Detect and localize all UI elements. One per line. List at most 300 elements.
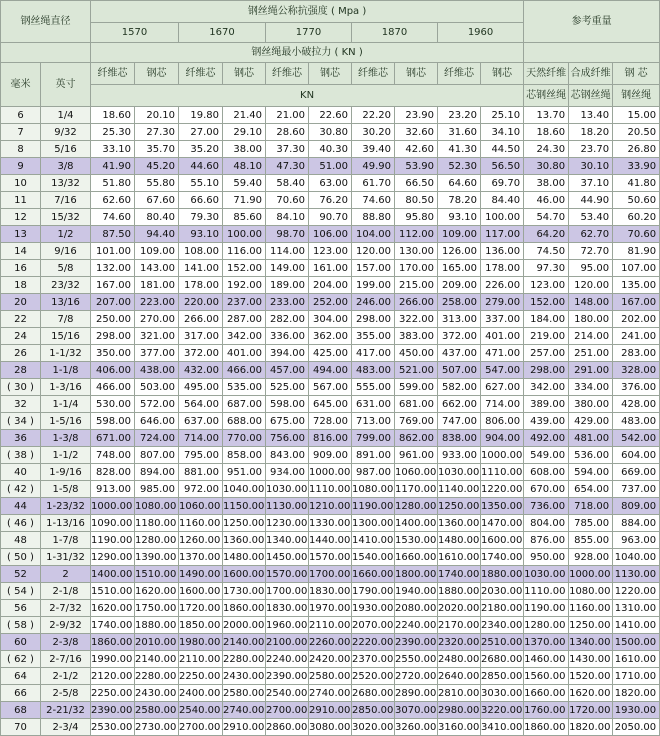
value-cell: 2740.00 — [223, 702, 266, 719]
value-cell: 100.00 — [481, 209, 524, 226]
value-cell: 34.10 — [481, 124, 524, 141]
value-cell: 564.00 — [179, 396, 223, 413]
value-cell: 1230.00 — [266, 515, 309, 532]
value-cell: 313.00 — [438, 311, 481, 328]
value-cell: 549.00 — [524, 447, 569, 464]
diameter-mm-cell: 60 — [1, 634, 41, 651]
synthetic-fiber-weight-header-b: 芯钢丝绳 — [569, 85, 613, 107]
value-cell: 1700.00 — [266, 583, 309, 600]
table-row — [1, 447, 660, 464]
value-cell: 1660.00 — [352, 566, 395, 583]
grade-1960: 1960 — [438, 23, 524, 43]
diameter-inch-cell: 2-7/16 — [41, 651, 91, 668]
value-cell: 2680.00 — [352, 685, 395, 702]
diameter-mm-cell: ( 58 ) — [1, 617, 41, 634]
value-cell: 107.00 — [613, 260, 660, 277]
diameter-inch-cell: 13/16 — [41, 294, 91, 311]
value-cell: 807.00 — [135, 447, 179, 464]
value-cell: 46.00 — [524, 192, 569, 209]
diameter-mm-cell: 11 — [1, 192, 41, 209]
diameter-mm-cell: 68 — [1, 702, 41, 719]
value-cell: 2530.00 — [91, 719, 135, 736]
value-cell: 662.00 — [438, 396, 481, 413]
value-cell: 492.00 — [524, 430, 569, 447]
value-cell: 80.40 — [135, 209, 179, 226]
value-cell: 362.00 — [309, 328, 352, 345]
fiber-core-header: 纤维芯 — [266, 63, 309, 85]
value-cell: 466.00 — [223, 362, 266, 379]
value-cell: 1570.00 — [266, 566, 309, 583]
value-cell: 282.00 — [266, 311, 309, 328]
value-cell: 2700.00 — [179, 719, 223, 736]
mm-header: 毫米 — [1, 63, 41, 107]
value-cell: 503.00 — [135, 379, 179, 396]
value-cell: 713.00 — [352, 413, 395, 430]
value-cell: 2140.00 — [135, 651, 179, 668]
value-cell: 535.00 — [223, 379, 266, 396]
value-cell: 1370.00 — [524, 634, 569, 651]
diameter-mm-cell: 9 — [1, 158, 41, 175]
value-cell: 279.00 — [481, 294, 524, 311]
diameter-mm-cell: 64 — [1, 668, 41, 685]
diameter-inch-cell: 1-9/16 — [41, 464, 91, 481]
value-cell: 547.00 — [481, 362, 524, 379]
value-cell: 21.40 — [223, 107, 266, 124]
diameter-mm-cell: ( 42 ) — [1, 481, 41, 498]
diameter-mm-cell: 18 — [1, 277, 41, 294]
grade-1870: 1870 — [352, 23, 438, 43]
value-cell: 26.80 — [613, 141, 660, 158]
diameter-mm-cell: ( 54 ) — [1, 583, 41, 600]
table-row — [1, 549, 660, 566]
value-cell: 1720.00 — [569, 702, 613, 719]
value-cell: 2010.00 — [135, 634, 179, 651]
value-cell: 135.00 — [613, 277, 660, 294]
diameter-mm-cell: ( 62 ) — [1, 651, 41, 668]
value-cell: 63.00 — [309, 175, 352, 192]
value-cell: 181.00 — [135, 277, 179, 294]
steel-core-header: 钢芯 — [309, 63, 352, 85]
value-cell: 1800.00 — [395, 566, 438, 583]
value-cell: 1360.00 — [438, 515, 481, 532]
value-cell: 799.00 — [352, 430, 395, 447]
fiber-core-header: 纤维芯 — [91, 63, 135, 85]
value-cell: 904.00 — [481, 430, 524, 447]
value-cell: 132.00 — [91, 260, 135, 277]
value-cell: 1860.00 — [524, 719, 569, 736]
value-cell: 157.00 — [352, 260, 395, 277]
value-cell: 2580.00 — [135, 702, 179, 719]
diameter-mm-cell: 40 — [1, 464, 41, 481]
table-row — [1, 345, 660, 362]
value-cell: 645.00 — [309, 396, 352, 413]
table-row — [1, 702, 660, 719]
value-cell: 389.00 — [524, 396, 569, 413]
table-row — [1, 328, 660, 345]
value-cell: 1330.00 — [309, 515, 352, 532]
value-cell: 380.00 — [569, 396, 613, 413]
diameter-mm-cell: 20 — [1, 294, 41, 311]
table-row — [1, 634, 660, 651]
value-cell: 192.00 — [223, 277, 266, 294]
value-cell: 204.00 — [309, 277, 352, 294]
value-cell: 933.00 — [438, 447, 481, 464]
value-cell: 1830.00 — [266, 600, 309, 617]
value-cell: 428.00 — [613, 396, 660, 413]
diameter-inch-cell: 1-7/8 — [41, 532, 91, 549]
value-cell: 184.00 — [524, 311, 569, 328]
ref-weight-header: 参考重量 — [524, 1, 660, 43]
steel-core-weight-header-a: 钢 芯 — [613, 63, 660, 85]
value-cell: 29.10 — [223, 124, 266, 141]
value-cell: 1000.00 — [481, 447, 524, 464]
value-cell: 795.00 — [179, 447, 223, 464]
value-cell: 22.20 — [352, 107, 395, 124]
value-cell: 675.00 — [266, 413, 309, 430]
value-cell: 582.00 — [438, 379, 481, 396]
value-cell: 598.00 — [91, 413, 135, 430]
value-cell: 483.00 — [613, 413, 660, 430]
value-cell: 1190.00 — [352, 498, 395, 515]
value-cell: 2860.00 — [266, 719, 309, 736]
diameter-inch-cell: 13/32 — [41, 175, 91, 192]
value-cell: 27.00 — [179, 124, 223, 141]
diameter-mm-cell: ( 38 ) — [1, 447, 41, 464]
value-cell: 27.30 — [135, 124, 179, 141]
value-cell: 401.00 — [223, 345, 266, 362]
value-cell: 25.30 — [91, 124, 135, 141]
diameter-inch-cell: 2-3/4 — [41, 719, 91, 736]
value-cell: 718.00 — [569, 498, 613, 515]
value-cell: 2730.00 — [135, 719, 179, 736]
value-cell: 2810.00 — [438, 685, 481, 702]
table-row — [1, 277, 660, 294]
value-cell: 1080.00 — [569, 583, 613, 600]
value-cell: 1060.00 — [179, 498, 223, 515]
value-cell: 1750.00 — [135, 600, 179, 617]
diameter-mm-cell: 66 — [1, 685, 41, 702]
value-cell: 35.70 — [135, 141, 179, 158]
value-cell: 50.60 — [613, 192, 660, 209]
value-cell: 1400.00 — [91, 566, 135, 583]
value-cell: 291.00 — [569, 362, 613, 379]
value-cell: 114.00 — [266, 243, 309, 260]
value-cell: 494.00 — [309, 362, 352, 379]
value-cell: 1740.00 — [438, 566, 481, 583]
value-cell: 1090.00 — [91, 515, 135, 532]
value-cell: 116.00 — [223, 243, 266, 260]
value-cell: 2680.00 — [481, 651, 524, 668]
diameter-inch-cell: 1/4 — [41, 107, 91, 124]
value-cell: 1060.00 — [395, 464, 438, 481]
value-cell: 1480.00 — [438, 532, 481, 549]
value-cell: 97.30 — [524, 260, 569, 277]
steel-core-weight-header-b: 钢丝绳 — [613, 85, 660, 107]
value-cell: 32.60 — [395, 124, 438, 141]
value-cell: 101.00 — [91, 243, 135, 260]
value-cell: 1300.00 — [352, 515, 395, 532]
fiber-core-header: 纤维芯 — [352, 63, 395, 85]
value-cell: 670.00 — [524, 481, 569, 498]
value-cell: 507.00 — [438, 362, 481, 379]
value-cell: 120.00 — [352, 243, 395, 260]
value-cell: 1280.00 — [395, 498, 438, 515]
grade-1570: 1570 — [91, 23, 179, 43]
diameter-inch-cell: 2-5/8 — [41, 685, 91, 702]
value-cell: 2430.00 — [223, 668, 266, 685]
diameter-mm-cell: 12 — [1, 209, 41, 226]
diameter-mm-cell: 36 — [1, 430, 41, 447]
value-cell: 199.00 — [352, 277, 395, 294]
value-cell: 2700.00 — [266, 702, 309, 719]
value-cell: 117.00 — [481, 226, 524, 243]
value-cell: 1930.00 — [352, 600, 395, 617]
value-cell: 2550.00 — [395, 651, 438, 668]
value-cell: 1970.00 — [309, 600, 352, 617]
fiber-core-header: 纤维芯 — [438, 63, 481, 85]
value-cell: 1500.00 — [613, 634, 660, 651]
diameter-inch-cell: 3/8 — [41, 158, 91, 175]
value-cell: 828.00 — [91, 464, 135, 481]
value-cell: 2020.00 — [438, 600, 481, 617]
value-cell: 1880.00 — [481, 566, 524, 583]
value-cell: 1000.00 — [309, 464, 352, 481]
value-cell: 963.00 — [613, 532, 660, 549]
value-cell: 152.00 — [223, 260, 266, 277]
value-cell: 987.00 — [352, 464, 395, 481]
diameter-inch-cell: 23/32 — [41, 277, 91, 294]
diameter-mm-cell: 28 — [1, 362, 41, 379]
diameter-mm-cell: 6 — [1, 107, 41, 124]
diameter-inch-cell: 1-1/32 — [41, 345, 91, 362]
value-cell: 298.00 — [352, 311, 395, 328]
value-cell: 530.00 — [91, 396, 135, 413]
value-cell: 67.60 — [135, 192, 179, 209]
value-cell: 61.70 — [352, 175, 395, 192]
value-cell: 394.00 — [266, 345, 309, 362]
value-cell: 2180.00 — [481, 600, 524, 617]
value-cell: 80.50 — [395, 192, 438, 209]
diameter-mm-cell: 32 — [1, 396, 41, 413]
value-cell: 23.90 — [395, 107, 438, 124]
value-cell: 862.00 — [395, 430, 438, 447]
value-cell: 95.00 — [569, 260, 613, 277]
value-cell: 304.00 — [309, 311, 352, 328]
table-row — [1, 566, 660, 583]
value-cell: 909.00 — [309, 447, 352, 464]
value-cell: 18.20 — [569, 124, 613, 141]
value-cell: 1600.00 — [223, 566, 266, 583]
value-cell: 355.00 — [352, 328, 395, 345]
value-cell: 90.70 — [309, 209, 352, 226]
diameter-inch-cell: 2-3/8 — [41, 634, 91, 651]
value-cell: 15.00 — [613, 107, 660, 124]
value-cell: 471.00 — [481, 345, 524, 362]
value-cell: 855.00 — [569, 532, 613, 549]
value-cell: 770.00 — [223, 430, 266, 447]
value-cell: 1310.00 — [613, 600, 660, 617]
value-cell: 1430.00 — [569, 651, 613, 668]
diameter-inch-cell: 9/32 — [41, 124, 91, 141]
value-cell: 30.10 — [569, 158, 613, 175]
value-cell: 1560.00 — [524, 668, 569, 685]
value-cell: 2370.00 — [352, 651, 395, 668]
value-cell: 2120.00 — [91, 668, 135, 685]
value-cell: 401.00 — [481, 328, 524, 345]
unit-kn-header: KN — [91, 85, 524, 107]
value-cell: 3030.00 — [481, 685, 524, 702]
value-cell: 2890.00 — [395, 685, 438, 702]
value-cell: 2580.00 — [309, 668, 352, 685]
value-cell: 438.00 — [135, 362, 179, 379]
table-row — [1, 515, 660, 532]
value-cell: 714.00 — [481, 396, 524, 413]
value-cell: 1160.00 — [569, 600, 613, 617]
value-cell: 209.00 — [438, 277, 481, 294]
value-cell: 1280.00 — [524, 617, 569, 634]
value-cell: 1220.00 — [481, 481, 524, 498]
value-cell: 42.60 — [395, 141, 438, 158]
blank-header-cell — [524, 43, 660, 63]
value-cell: 881.00 — [179, 464, 223, 481]
value-cell: 1260.00 — [179, 532, 223, 549]
value-cell: 1410.00 — [613, 617, 660, 634]
value-cell: 58.40 — [266, 175, 309, 192]
value-cell: 1710.00 — [613, 668, 660, 685]
value-cell: 2910.00 — [309, 702, 352, 719]
diameter-inch-cell: 1-1/4 — [41, 396, 91, 413]
value-cell: 337.00 — [481, 311, 524, 328]
value-cell: 3220.00 — [481, 702, 524, 719]
value-cell: 2480.00 — [438, 651, 481, 668]
value-cell: 483.00 — [352, 362, 395, 379]
diameter-inch-cell: 2-1/8 — [41, 583, 91, 600]
value-cell: 429.00 — [569, 413, 613, 430]
table-row — [1, 396, 660, 413]
value-cell: 19.80 — [179, 107, 223, 124]
value-cell: 18.60 — [524, 124, 569, 141]
value-cell: 858.00 — [223, 447, 266, 464]
value-cell: 2140.00 — [223, 634, 266, 651]
diameter-inch-cell: 2-9/32 — [41, 617, 91, 634]
value-cell: 972.00 — [179, 481, 223, 498]
value-cell: 1250.00 — [223, 515, 266, 532]
value-cell: 62.60 — [91, 192, 135, 209]
table-row — [1, 668, 660, 685]
value-cell: 1610.00 — [438, 549, 481, 566]
value-cell: 913.00 — [91, 481, 135, 498]
value-cell: 2080.00 — [395, 600, 438, 617]
value-cell: 41.30 — [438, 141, 481, 158]
value-cell: 165.00 — [438, 260, 481, 277]
table-row — [1, 719, 660, 736]
value-cell: 109.00 — [438, 226, 481, 243]
value-cell: 41.80 — [613, 175, 660, 192]
value-cell: 1210.00 — [309, 498, 352, 515]
value-cell: 481.00 — [569, 430, 613, 447]
diameter-inch-cell: 1-5/16 — [41, 413, 91, 430]
value-cell: 266.00 — [395, 294, 438, 311]
table-row — [1, 362, 660, 379]
diameter-mm-cell: 52 — [1, 566, 41, 583]
value-cell: 298.00 — [524, 362, 569, 379]
value-cell: 84.40 — [481, 192, 524, 209]
value-cell: 728.00 — [309, 413, 352, 430]
value-cell: 2000.00 — [223, 617, 266, 634]
value-cell: 66.50 — [395, 175, 438, 192]
value-cell: 1410.00 — [352, 532, 395, 549]
table-row — [1, 651, 660, 668]
value-cell: 2340.00 — [481, 617, 524, 634]
value-cell: 2110.00 — [309, 617, 352, 634]
table-row — [1, 498, 660, 515]
value-cell: 2640.00 — [438, 668, 481, 685]
value-cell: 928.00 — [569, 549, 613, 566]
diameter-inch-cell: 1-1/2 — [41, 447, 91, 464]
value-cell: 1040.00 — [223, 481, 266, 498]
value-cell: 72.70 — [569, 243, 613, 260]
value-cell: 251.00 — [569, 345, 613, 362]
fiber-core-header: 纤维芯 — [179, 63, 223, 85]
diameter-inch-cell: 1-1/8 — [41, 362, 91, 379]
value-cell: 298.00 — [91, 328, 135, 345]
value-cell: 30.80 — [309, 124, 352, 141]
value-cell: 257.00 — [524, 345, 569, 362]
value-cell: 20.10 — [135, 107, 179, 124]
value-cell: 1530.00 — [395, 532, 438, 549]
value-cell: 521.00 — [395, 362, 438, 379]
diameter-mm-cell: 24 — [1, 328, 41, 345]
value-cell: 74.60 — [352, 192, 395, 209]
value-cell: 2390.00 — [395, 634, 438, 651]
value-cell: 804.00 — [524, 515, 569, 532]
value-cell: 876.00 — [524, 532, 569, 549]
value-cell: 49.90 — [352, 158, 395, 175]
value-cell: 33.90 — [613, 158, 660, 175]
value-cell: 688.00 — [223, 413, 266, 430]
value-cell: 53.90 — [395, 158, 438, 175]
value-cell: 950.00 — [524, 549, 569, 566]
value-cell: 21.00 — [266, 107, 309, 124]
value-cell: 1790.00 — [352, 583, 395, 600]
value-cell: 33.10 — [91, 141, 135, 158]
diameter-mm-cell: 10 — [1, 175, 41, 192]
diameter-inch-cell: 1-3/16 — [41, 379, 91, 396]
value-cell: 372.00 — [179, 345, 223, 362]
value-cell: 2430.00 — [135, 685, 179, 702]
value-cell: 120.00 — [569, 277, 613, 294]
value-cell: 934.00 — [266, 464, 309, 481]
value-cell: 1880.00 — [438, 583, 481, 600]
synthetic-fiber-weight-header-a: 合成纤维 — [569, 63, 613, 85]
value-cell: 1620.00 — [91, 600, 135, 617]
value-cell: 1760.00 — [524, 702, 569, 719]
value-cell: 1280.00 — [135, 532, 179, 549]
table-row — [1, 464, 660, 481]
value-cell: 223.00 — [135, 294, 179, 311]
value-cell: 95.80 — [395, 209, 438, 226]
value-cell: 220.00 — [179, 294, 223, 311]
blank-header-cell — [1, 43, 91, 63]
value-cell: 38.00 — [223, 141, 266, 158]
value-cell: 59.40 — [223, 175, 266, 192]
value-cell: 71.90 — [223, 192, 266, 209]
table-row — [1, 226, 660, 243]
value-cell: 167.00 — [91, 277, 135, 294]
diameter-inch-cell: 1-31/32 — [41, 549, 91, 566]
value-cell: 555.00 — [352, 379, 395, 396]
value-cell: 287.00 — [223, 311, 266, 328]
